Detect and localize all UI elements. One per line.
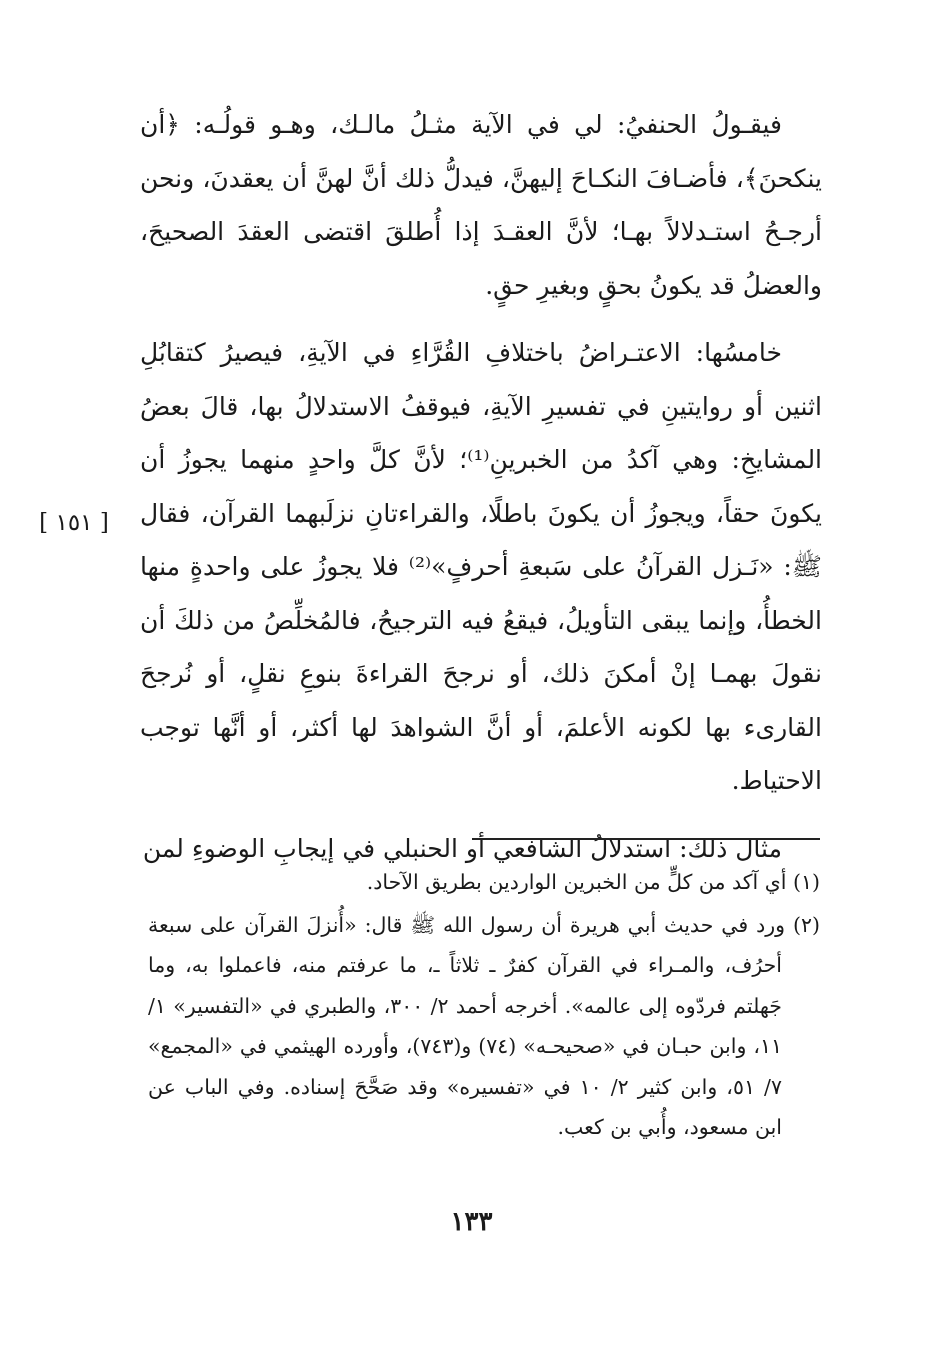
paragraph-3: مثال ذلك: استدلالُ الشافعي أو الحنبلي في إيجابِ الوضوءِ لمن [142, 833, 782, 863]
footnote-divider [472, 838, 820, 840]
footnotes-section [148, 862, 820, 1148]
paragraph-2: خامسُها: الاعتـراضُ باختلافِ القُرَّاءِ في الآيةِ، فيصيرُ كتقابُلِ اثنين أو روايتينِ في تفسيرِ الآيةِ، فيوقفُ الاستدلالُ بها، قالَ بعضُ المشايخِ: وهي آكدُ من الخبرينِ⁽¹⁾؛ لأنَّ كلَّ واحدٍ منهما يجوزُ أن يكونَ حقاً، ويجوزُ أن يكونَ باطلًا، والقراءتانِ نزلَبهما القرآن، فقال ﷺ: «نَـزل القرآنُ على سَبعةِ أحرفٍ»⁽²⁾ فلا يجوزُ على واحدةٍ منها الخطأُ، وإنما يبقى التأويلُ، فيقعُ فيه الترجيحُ، فالمُخلِّصُ من ذلكَ أن نقولَ بهمـا إنْ أمكنَ ذلك، أو نرجحَ القراءةَ بنوعِ نقلٍ، أو نُرجحَ القارىء بها لكونه الأعلمَ، أو أنَّ الشواهدَ لها أكثر، أو أنَّها توجب الاحتياط. [140, 338, 823, 795]
footnote-1: (١) أي آكد من كلٍّ من الخبرين الواردين بطريق الآحاد. [366, 870, 820, 894]
main-body-text [140, 98, 822, 875]
footnote-2: (٢) ورد في حديث أبي هريرة أن رسول الله ﷺ قال: «أُنزلَ القرآن على سبعة أحرُف، والمـراء في القرآن كفرٌ ـ ثلاثاً ـ، ما عرفتم منه، فاعملوا به، وما جَهلتم فردّوه إلى عالمه». أخرجه أحمد ٢/ ٣٠٠، والطبري في «التفسير» ١/ ١١، وابن حبـان في «صحيحـه» (٧٤) و(٧٤٣)، وأورده الهيثمي في «المجمع» ٧/ ٥١، وابن كثير ٢/ ١٠ في «تفسيره» وقد صَحَّحَ إسناده. وفي الباب عن ابن مسعود، وأُبي بن كعب. [148, 912, 820, 1139]
paragraph-1: فيقـولُ الحنفيُ: لي في الآية مثـلُ مالـك، وهـو قولُـه: ﴿أن ينكحنَ﴾، فأضـافَ النكـاحَ إليهنَّ، فيدلُّ ذلك أنَّ لهنَّ أن يعقدنَ، ونحن أرجـحُ استـدلالاً بهـا؛ لأنَّ العقـدَ إذا أُطلقَ اقتضى العقدَ الصحيحَ، والعضلُ قد يكونُ بحقٍ وبغيرِ حقٍ. [140, 110, 822, 300]
margin-page-reference: [ ١٥١ ] [39, 510, 109, 536]
page-number: ١٣٣ [450, 1207, 493, 1237]
